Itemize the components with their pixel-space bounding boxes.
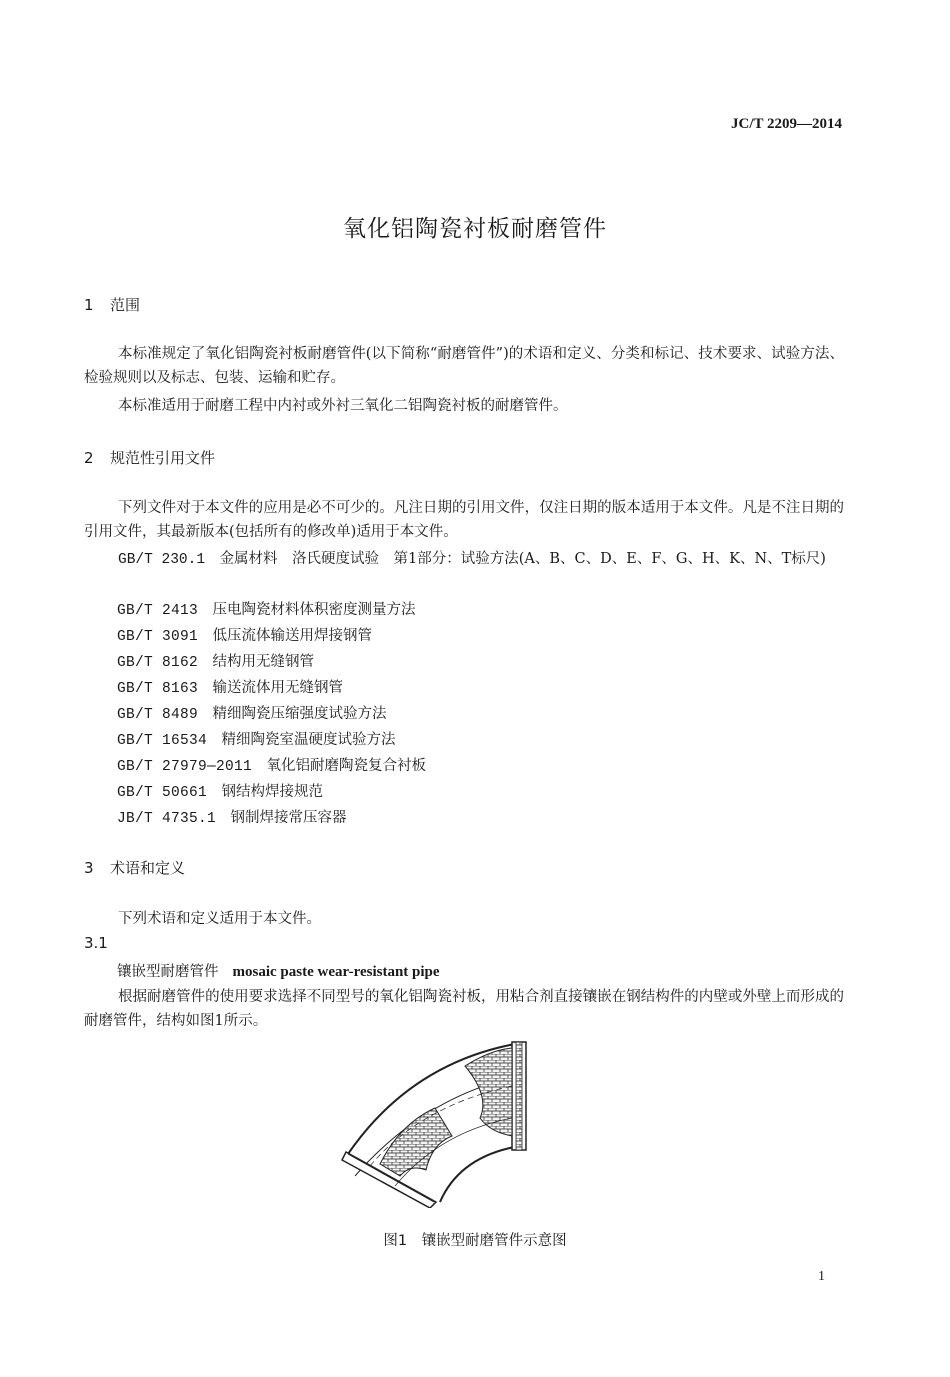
reference-code: GB/T 8489	[117, 707, 199, 723]
paragraph: 本标准适用于耐磨工程中内衬或外衬三氧化二铝陶瓷衬板的耐磨管件。	[118, 398, 568, 414]
reference-code: GB/T 230.1	[118, 552, 206, 568]
reference-item	[117, 676, 343, 701]
reference-code: GB/T 3091	[117, 629, 199, 645]
reference-title: 钢制焊接常压容器	[230, 810, 347, 826]
section-number: 2	[84, 449, 94, 467]
reference-item	[84, 547, 844, 572]
reference-item	[117, 598, 416, 623]
term-definition: 根据耐磨管件的使用要求选择不同型号的氧化铝陶瓷衬板，用粘合剂直接镶嵌在钢结构件的内壁或外壁上而形成的耐磨管件，结构如图1所示。	[84, 989, 844, 1029]
reference-code: GB/T 27979—2011	[117, 759, 253, 775]
reference-code: GB/T 16534	[117, 733, 208, 749]
reference-item	[117, 624, 372, 649]
reference-title: 压电陶瓷材料体积密度测量方法	[212, 602, 416, 618]
reference-item	[117, 702, 387, 727]
term-heading	[117, 960, 440, 981]
reference-title: 精细陶瓷室温硬度试验方法	[221, 732, 396, 748]
reference-title: 金属材料 洛氏硬度试验 第1部分：试验方法(A、B、C、D、E、F、G、H、K、N、T标尺)	[219, 551, 826, 567]
section-title: 术语和定义	[110, 859, 186, 877]
term-chinese: 镶嵌型耐磨管件	[117, 964, 219, 980]
figure-caption: 图1 镶嵌型耐磨管件示意图	[383, 1233, 567, 1249]
reference-title: 输送流体用无缝钢管	[212, 680, 344, 696]
term-number: 3.1	[84, 934, 108, 952]
reference-code: GB/T 50661	[117, 785, 208, 801]
section-1-heading	[84, 294, 140, 315]
reference-title: 精细陶瓷压缩强度试验方法	[212, 706, 387, 722]
reference-title: 结构用无缝钢管	[212, 654, 315, 670]
paragraph: 下列文件对于本文件的应用是必不可少的。凡注日期的引用文件，仅注日期的版本适用于本文件。凡是不注日期的引用文件，其最新版本(包括所有的修改单)适用于本文件。	[84, 500, 844, 540]
document-title: 氧化铝陶瓷衬板耐磨管件	[343, 216, 607, 242]
term-english: mosaic paste wear-resistant pipe	[232, 964, 440, 980]
section-title: 规范性引用文件	[110, 449, 216, 467]
section-2-heading	[84, 447, 215, 468]
reference-title: 氧化铝耐磨陶瓷复合衬板	[266, 758, 427, 774]
paragraph: 本标准规定了氧化铝陶瓷衬板耐磨管件(以下简称“耐磨管件”)的术语和定义、分类和标记、技术要求、试验方法、检验规则以及标志、包装、运输和贮存。	[84, 346, 844, 386]
reference-item	[117, 650, 314, 675]
section-3-heading	[84, 857, 185, 878]
reference-code: JB/T 4735.1	[117, 811, 217, 827]
reference-title: 钢结构焊接规范	[221, 784, 324, 800]
reference-item	[117, 754, 426, 779]
reference-code: GB/T 2413	[117, 603, 199, 619]
reference-code: GB/T 8162	[117, 655, 199, 671]
elbow-pipe-figure	[340, 1036, 535, 1208]
section-number: 3	[84, 859, 94, 877]
standard-code: JC/T 2209—2014	[731, 116, 842, 132]
reference-item	[117, 728, 396, 753]
paragraph: 下列术语和定义适用于本文件。	[118, 911, 321, 927]
section-title: 范围	[110, 296, 141, 314]
reference-title: 低压流体输送用焊接钢管	[212, 628, 373, 644]
section-number: 1	[84, 296, 94, 314]
reference-item	[117, 780, 323, 805]
reference-code: GB/T 8163	[117, 681, 199, 697]
reference-item	[117, 806, 347, 831]
page-number: 1	[818, 1269, 825, 1284]
